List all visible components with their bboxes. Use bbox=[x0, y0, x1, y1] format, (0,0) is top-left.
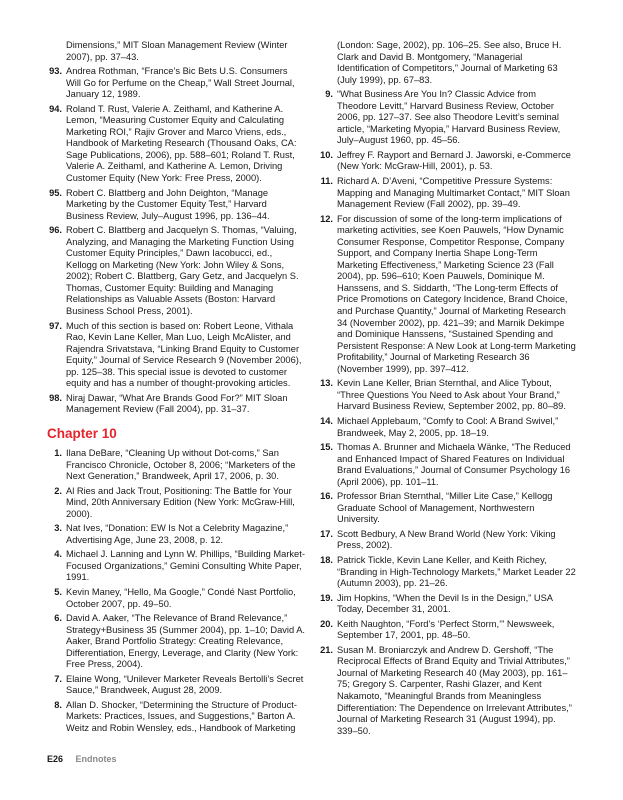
ch10-endnote-4: 4. Michael J. Lanning and Lynn W. Phillips, “Building Market-Focused Organizations,” Gemini Consulting White Paper, 1991. bbox=[54, 549, 305, 583]
ch10-endnote-3: 3. Nat Ives, “Donation: EW Is Not a Celebrity Magazine,” Advertising Age, June 23, 2008, p. 12. bbox=[54, 523, 289, 545]
ch10-endnote-12: 12. For discussion of some of the long-term implications of marketing activities, see Koen Pauwels, “How Dynamic Consumer Response, Competitor Response, Company Support, and Company Inertia Shape Long-Term Marketing Effectiveness,” Marketing Science 23 (Fall 2004), pp. 596–610; Koen Pauwels, Dominique M. Hanssens, and S. Siddarth, “The Long-term Effects of Price Promotions on Category Incidence, Brand Choice, and Purchase Quantity,” Journal of Marketing Research 34 (November 2002), pp. 421–39; and Marnik Dekimpe and Dominique Hanssens, “Sustained Spending and Persistent Response: A New Look at Long-term Marketing Profitability,” Journal of Marketing Research 36 (November 1999), pp. 397–412. bbox=[320, 213, 576, 374]
page-number: E26 bbox=[47, 754, 64, 764]
ch10-endnote-10: 10. Jeffrey F. Rayport and Bernard J. Jaworski, e-Commerce (New York: McGraw-Hill, 2001), p. 53. bbox=[320, 149, 571, 172]
endnote-97: 97. Much of this section is based on: Robert Leone, Vithala Rao, Kevin Lane Keller, Man Luo, Leigh McAlister, and Rajendra Srivatstava, “Linking Brand Equity to Customer Equity,” Journal of Service Research 9 (November 2006), pp. 125–38. This special issue is devoted to customer equity and has a number of thought-provoking articles. bbox=[49, 320, 302, 389]
section-title: Endnotes bbox=[75, 754, 117, 764]
ch10-endnote-20: 20. Keith Naughton, “Ford’s ‘Perfect Storm,’” Newsweek, September 17, 2001, pp. 48–50. bbox=[320, 618, 555, 641]
ch10-endnote-7: 7. Elaine Wong, “Unilever Marketer Reveals Bertolli’s Secret Sauce,” Brandweek, August 28, 2009. bbox=[54, 673, 304, 696]
endnote-continuation: (London: Sage, 2002), pp. 106–25. See also, Bruce H. Clark and David B. Montgomery, “Managerial Identification of Competitors,” Journal of Marketing 63 (July 1999), pp. 67–83. bbox=[337, 40, 562, 85]
ch10-endnote-13: 13. Kevin Lane Keller, Brian Sternthal, and Alice Tybout, “Three Questions You Need to Ask about Your Brand,” Harvard Business Review, September 2002, pp. 80–89. bbox=[320, 378, 566, 412]
ch10-endnote-16: 16. Professor Brian Sternthal, “Miller Lite Case,” Kellogg Graduate School of Management, Northwestern University. bbox=[320, 491, 553, 525]
chapter-heading: Chapter 10 bbox=[47, 425, 117, 441]
left-column bbox=[47, 40, 305, 738]
endnote-93: 93. Andrea Rothman, “France’s Bic Bets U.S. Consumers Will Go for Perfume on the Cheap,” Wall Street Journal, January 12, 1989. bbox=[49, 66, 295, 100]
right-column bbox=[318, 40, 576, 740]
ch10-endnote-17: 17. Scott Bedbury, A New Brand World (New York: Viking Press, 2002). bbox=[320, 528, 556, 551]
ch10-endnote-9: 9. “What Business Are You In? Classic Advice from Theodore Levitt,” Harvard Business Review, October 2006, pp. 127–37. See also Theodore Levitt’s seminal article, “Marketing Myopia,” Harvard Business Review, July–August 1960, pp. 45–56. bbox=[325, 89, 561, 146]
ch10-endnote-21: 21. Susan M. Broniarczyk and Andrew D. Gershoff, “The Reciprocal Effects of Brand Equity and Trivial Attributes,” Journal of Marketing Research 40 (May 2003), pp. 161–75; Gregory S. Carpenter, Rashi Glazer, and Kent Nakamoto, “Meaningful Brands from Meaningless Differentiation: The Dependence on Irrelevant Attributes,” Journal of Marketing Research 31 (August 1994), pp. 339–50. bbox=[320, 644, 572, 736]
ch10-endnote-1: 1. Ilana DeBare, “Cleaning Up without Dot-coms,” San Francisco Chronicle, October 8, 2006; “Marketers of the Next Generation,” Brandweek, April 17, 2006, p. 30. bbox=[54, 447, 296, 482]
ch10-endnote-14: 14. Michael Applebaum, “Comfy to Cool: A Brand Swivel,” Brandweek, May 2, 2005, pp. 18–19. bbox=[320, 415, 559, 438]
page-footer bbox=[47, 754, 117, 765]
ch10-endnote-8: 8. Allan D. Shocker, “Determining the Structure of Product-Markets: Practices, Issues, and Suggestions,” Barton A. Weitz and Robin Wensley, eds., Handbook of Marketing bbox=[54, 699, 297, 733]
endnote-94: 94. Roland T. Rust, Valerie A. Zeithaml, and Katherine A. Lemon, “Measuring Customer Equity and Calculating Marketing ROI,” Rajiv Grover and Marco Vriens, eds., Handbook of Marketing Research (Thousand Oaks, CA: Sage Publications, 2006), pp. 588–601; Roland T. Rust, Valerie A. Zeithaml, and Katherine A. Lemon, Driving Customer Equity (New York: Free Press, 2000). bbox=[49, 103, 297, 184]
ch10-endnote-5: 5. Kevin Maney, “Hello, Ma Google,” Condé Nast Portfolio, October 2007, pp. 49–50. bbox=[54, 586, 296, 609]
ch10-endnote-19: 19. Jim Hopkins, “When the Devil Is in the Design,” USA Today, December 31, 2001. bbox=[320, 592, 553, 615]
ch10-endnote-6: 6. David A. Aaker, “The Relevance of Brand Relevance,” Strategy+Business 35 (Summer 2004), pp. 1–10; David A. Aaker, Brand Portfolio Strategy: Creating Relevance, Differentiation, Energy, Leverage, and Clarity (New York: Free Press, 2004). bbox=[54, 613, 306, 670]
ch10-endnote-15: 15. Thomas A. Brunner and Michaela Wänke, “The Reduced and Enhanced Impact of Shared Features on Individual Brand Evaluations,” Journal of Consumer Psychology 16 (April 2006), pp. 101–11. bbox=[320, 442, 571, 487]
ch10-endnote-2: 2. Al Ries and Jack Trout, Positioning: The Battle for Your Mind, 20th Anniversary Edition (New York: McGraw-Hill, 2000). bbox=[54, 485, 295, 519]
ch10-endnote-18: 18. Patrick Tickle, Kevin Lane Keller, and Keith Richey, “Branding in High-Technology Markets,” Market Leader 22 (Autumn 2003), pp. 21–26. bbox=[320, 554, 576, 589]
endnote-95: 95. Robert C. Blattberg and John Deighton, “Manage Marketing by the Customer Equity Test,” Harvard Business Review, July–August 1996, pp. 136–44. bbox=[49, 187, 270, 221]
endnote-96: 96. Robert C. Blattberg and Jacquelyn S. Thomas, “Valuing, Analyzing, and Managing the Marketing Function Using Customer Equity Principles,” Dawn Iacobucci, ed., Kellogg on Marketing (New York: John Wiley & Sons, 2002); Robert C. Blattberg, Gary Getz, and Jacquelyn S. Thomas, Customer Equity: Building and Managing Relationships as Valuable Assets (Boston: Harvard Business School Press, 2001). bbox=[49, 225, 299, 317]
endnote-98: 98. Niraj Dawar, “What Are Brands Good For?” MIT Sloan Management Review (Fall 2004), pp. 31–37. bbox=[49, 392, 288, 415]
ch10-endnote-11: 11. Richard A. D’Aveni, “Competitive Pressure Systems: Mapping and Managing Multimarket Contact,” MIT Sloan Management Review (Fall 2002), pp. 39–49. bbox=[320, 176, 570, 210]
endnote-continuation: Dimensions,” MIT Sloan Management Review (Winter 2007), pp. 37–43. bbox=[66, 40, 288, 62]
